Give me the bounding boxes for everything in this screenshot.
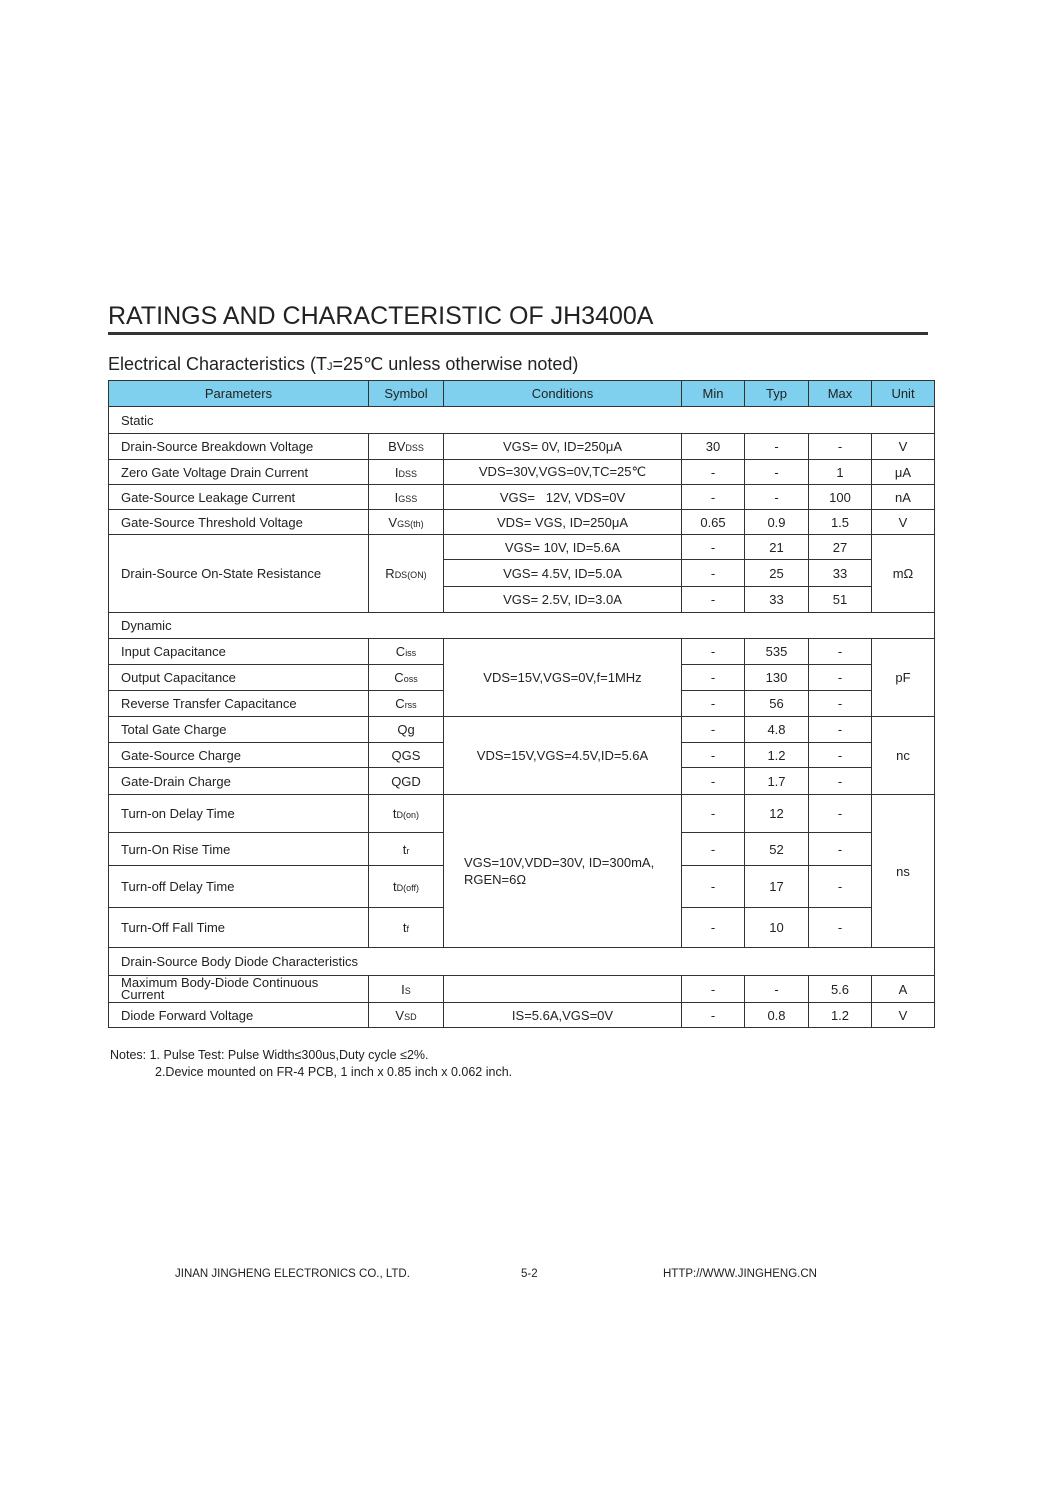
param-cell: Drain-Source On-State Resistance — [109, 535, 369, 613]
section-dynamic: Dynamic — [109, 613, 935, 639]
subtitle-post: =25℃ unless otherwise noted) — [332, 354, 579, 374]
min-cell: - — [682, 743, 745, 768]
typ-cell: 0.8 — [745, 1003, 809, 1028]
symbol-sub: SD — [404, 1011, 417, 1022]
table-row — [109, 535, 935, 560]
typ-cell: - — [745, 460, 809, 485]
symbol-main: t — [402, 920, 407, 935]
typ-cell: 1.2 — [745, 743, 809, 768]
symbol-main: I — [394, 489, 399, 505]
symbol-sub: r — [406, 845, 410, 856]
table-row — [109, 510, 935, 535]
symbol-main: t — [392, 806, 397, 821]
typ-cell: 130 — [745, 665, 809, 691]
param-cell: Turn-on Delay Time — [109, 795, 369, 833]
subtitle-sub: J — [327, 361, 333, 373]
symbol-cell — [369, 1003, 444, 1028]
max-cell: - — [809, 866, 872, 908]
typ-cell: - — [745, 434, 809, 460]
max-cell: 1.2 — [809, 1003, 872, 1028]
min-cell: - — [682, 665, 745, 691]
symbol-cell — [369, 434, 444, 460]
symbol-main: C — [395, 696, 405, 711]
typ-cell: 17 — [745, 866, 809, 908]
max-cell: - — [809, 833, 872, 866]
typ-cell: 12 — [745, 795, 809, 833]
unit-cell: V — [872, 434, 935, 460]
symbol-sub: D(on) — [396, 810, 420, 820]
symbol-sub: DSS — [398, 468, 418, 479]
symbol-cell — [369, 485, 444, 510]
max-cell: 51 — [809, 587, 872, 613]
symbol-main: I — [401, 981, 405, 997]
param-cell: Zero Gate Voltage Drain Current — [109, 460, 369, 485]
unit-cell: V — [872, 1003, 935, 1028]
max-cell: - — [809, 908, 872, 948]
section-row-static — [109, 407, 935, 434]
conditions-cell: VDS=30V,VGS=0V,TC=25℃ — [444, 460, 682, 485]
symbol-cell — [369, 510, 444, 535]
header-parameters: Parameters — [109, 381, 369, 407]
min-cell: - — [682, 535, 745, 560]
conditions-cell: VGS= 0V, ID=250μA — [444, 434, 682, 460]
min-cell: - — [682, 485, 745, 510]
header-row — [109, 381, 935, 407]
param-cell: Output Capacitance — [109, 665, 369, 691]
symbol-main: R — [385, 566, 395, 581]
symbol-cell: QGD — [369, 768, 444, 795]
max-cell: - — [809, 434, 872, 460]
symbol-main: V — [388, 514, 398, 530]
param-cell: Diode Forward Voltage — [109, 1003, 369, 1028]
symbol-cell: Qg — [369, 717, 444, 743]
symbol-sub: DS(ON) — [394, 570, 427, 580]
symbol-main: C — [395, 644, 406, 659]
conditions-cell — [444, 795, 682, 948]
conditions-cell: VDS=15V,VGS=0V,f=1MHz — [444, 639, 682, 717]
min-cell: - — [682, 866, 745, 908]
unit-cell: V — [872, 510, 935, 535]
symbol-main: C — [394, 670, 404, 685]
conditions-line-1: VGS=10V,VDD=30V, ID=300mA, — [464, 855, 655, 870]
param-cell: Turn-On Rise Time — [109, 833, 369, 866]
section-row-dynamic — [109, 613, 935, 639]
conditions-cell: VDS=15V,VGS=4.5V,ID=5.6A — [444, 717, 682, 795]
table-row — [109, 976, 935, 1003]
note-line-2: 2.Device mounted on FR-4 PCB, 1 inch x 0.85 inch x 0.062 inch. — [155, 1065, 513, 1079]
unit-cell: μA — [872, 460, 935, 485]
min-cell: 0.65 — [682, 510, 745, 535]
symbol-cell — [369, 866, 444, 908]
min-cell: - — [682, 587, 745, 613]
typ-cell: 4.8 — [745, 717, 809, 743]
symbol-cell — [369, 639, 444, 665]
symbol-sub: DSS — [405, 443, 424, 453]
conditions-cell: VGS= 10V, ID=5.6A — [444, 535, 682, 560]
subtitle-pre: Electrical Characteristics (T — [108, 354, 328, 374]
symbol-cell — [369, 976, 444, 1003]
param-cell: Input Capacitance — [109, 639, 369, 665]
unit-cell: pF — [872, 639, 935, 717]
param-cell: Drain-Source Breakdown Voltage — [109, 434, 369, 460]
typ-cell: 535 — [745, 639, 809, 665]
symbol-cell — [369, 691, 444, 717]
typ-cell: - — [745, 485, 809, 510]
unit-cell: nA — [872, 485, 935, 510]
symbol-main: V — [395, 1007, 405, 1023]
section-row-diode — [109, 948, 935, 976]
symbol-main: t — [402, 841, 407, 857]
min-cell: - — [682, 795, 745, 833]
symbol-sub: f — [406, 924, 410, 934]
max-cell: - — [809, 768, 872, 795]
min-cell: - — [682, 560, 745, 587]
param-cell: Maximum Body-Diode Continuous Current — [109, 976, 369, 1003]
typ-cell: 56 — [745, 691, 809, 717]
param-cell: Gate-Source Threshold Voltage — [109, 510, 369, 535]
header-typ: Typ — [745, 381, 809, 407]
max-cell: - — [809, 743, 872, 768]
header-unit: Unit — [872, 381, 935, 407]
conditions-cell: VGS= 2.5V, ID=3.0A — [444, 587, 682, 613]
electrical-characteristics-table — [108, 380, 935, 1028]
table-row — [109, 485, 935, 510]
conditions-line-2: RGEN=6Ω — [464, 872, 527, 887]
symbol-cell — [369, 665, 444, 691]
typ-cell: - — [745, 976, 809, 1003]
min-cell: - — [682, 833, 745, 866]
param-cell: Gate-Source Leakage Current — [109, 485, 369, 510]
section-diode: Drain-Source Body Diode Characteristics — [109, 948, 935, 976]
max-cell: 1 — [809, 460, 872, 485]
max-cell: - — [809, 795, 872, 833]
symbol-sub: D(off) — [396, 883, 419, 893]
table-row — [109, 795, 935, 833]
section-subtitle — [108, 354, 578, 375]
header-min: Min — [682, 381, 745, 407]
max-cell: 5.6 — [809, 976, 872, 1003]
symbol-cell — [369, 460, 444, 485]
max-cell: - — [809, 665, 872, 691]
typ-cell: 52 — [745, 833, 809, 866]
footer-url: HTTP://WWW.JINGHENG.CN — [663, 1268, 817, 1280]
symbol-cell: QGS — [369, 743, 444, 768]
page-title: RATINGS AND CHARACTERISTIC OF JH3400A — [108, 302, 654, 330]
unit-cell: ns — [872, 795, 935, 948]
note-line-1: Notes: 1. Pulse Test: Pulse Width≤300us,Duty cycle ≤2%. — [110, 1048, 429, 1062]
max-cell: - — [809, 691, 872, 717]
header-symbol: Symbol — [369, 381, 444, 407]
table-row — [109, 1003, 935, 1028]
unit-cell: A — [872, 976, 935, 1003]
section-static: Static — [109, 407, 935, 434]
min-cell: - — [682, 1003, 745, 1028]
typ-cell: 10 — [745, 908, 809, 948]
table-row — [109, 434, 935, 460]
param-cell: Turn-Off Fall Time — [109, 908, 369, 948]
symbol-cell — [369, 908, 444, 948]
max-cell: 33 — [809, 560, 872, 587]
footer-company: JINAN JINGHENG ELECTRONICS CO., LTD. — [175, 1268, 410, 1280]
typ-cell: 21 — [745, 535, 809, 560]
typ-cell: 33 — [745, 587, 809, 613]
header-conditions: Conditions — [444, 381, 682, 407]
typ-cell: 0.9 — [745, 510, 809, 535]
symbol-sub: GS(th) — [397, 518, 424, 529]
unit-cell: nc — [872, 717, 935, 795]
min-cell: - — [682, 976, 745, 1003]
conditions-cell: IS=5.6A,VGS=0V — [444, 1003, 682, 1028]
conditions-cell: VGS= 4.5V, ID=5.0A — [444, 560, 682, 587]
param-cell: Gate-Drain Charge — [109, 768, 369, 795]
typ-cell: 1.7 — [745, 768, 809, 795]
min-cell: 30 — [682, 434, 745, 460]
table-row — [109, 717, 935, 743]
param-cell: Turn-off Delay Time — [109, 866, 369, 908]
param-cell: Reverse Transfer Capacitance — [109, 691, 369, 717]
conditions-cell: VGS= 12V, VDS=0V — [444, 485, 682, 510]
conditions-cell — [444, 976, 682, 1003]
min-cell: - — [682, 460, 745, 485]
max-cell: - — [809, 717, 872, 743]
param-cell: Total Gate Charge — [109, 717, 369, 743]
max-cell: 27 — [809, 535, 872, 560]
max-cell: 1.5 — [809, 510, 872, 535]
symbol-sub: GSS — [398, 493, 418, 504]
symbol-cell — [369, 535, 444, 613]
notes — [110, 1047, 512, 1081]
typ-cell: 25 — [745, 560, 809, 587]
unit-cell: mΩ — [872, 535, 935, 613]
title-rule — [108, 332, 928, 335]
min-cell: - — [682, 691, 745, 717]
symbol-main: I — [394, 464, 399, 480]
table-row — [109, 639, 935, 665]
symbol-sub: S — [404, 985, 411, 996]
min-cell: - — [682, 639, 745, 665]
max-cell: 100 — [809, 485, 872, 510]
min-cell: - — [682, 908, 745, 948]
footer-page-number: 5-2 — [521, 1268, 538, 1280]
symbol-main: t — [393, 879, 397, 894]
max-cell: - — [809, 639, 872, 665]
symbol-sub: oss — [403, 674, 418, 684]
symbol-main: BV — [388, 439, 406, 454]
conditions-cell: VDS= VGS, ID=250μA — [444, 510, 682, 535]
symbol-cell — [369, 833, 444, 866]
symbol-sub: iss — [405, 648, 417, 658]
table-row — [109, 460, 935, 485]
min-cell: - — [682, 768, 745, 795]
header-max: Max — [809, 381, 872, 407]
symbol-sub: rss — [404, 700, 417, 710]
min-cell: - — [682, 717, 745, 743]
symbol-cell — [369, 795, 444, 833]
param-cell: Gate-Source Charge — [109, 743, 369, 768]
